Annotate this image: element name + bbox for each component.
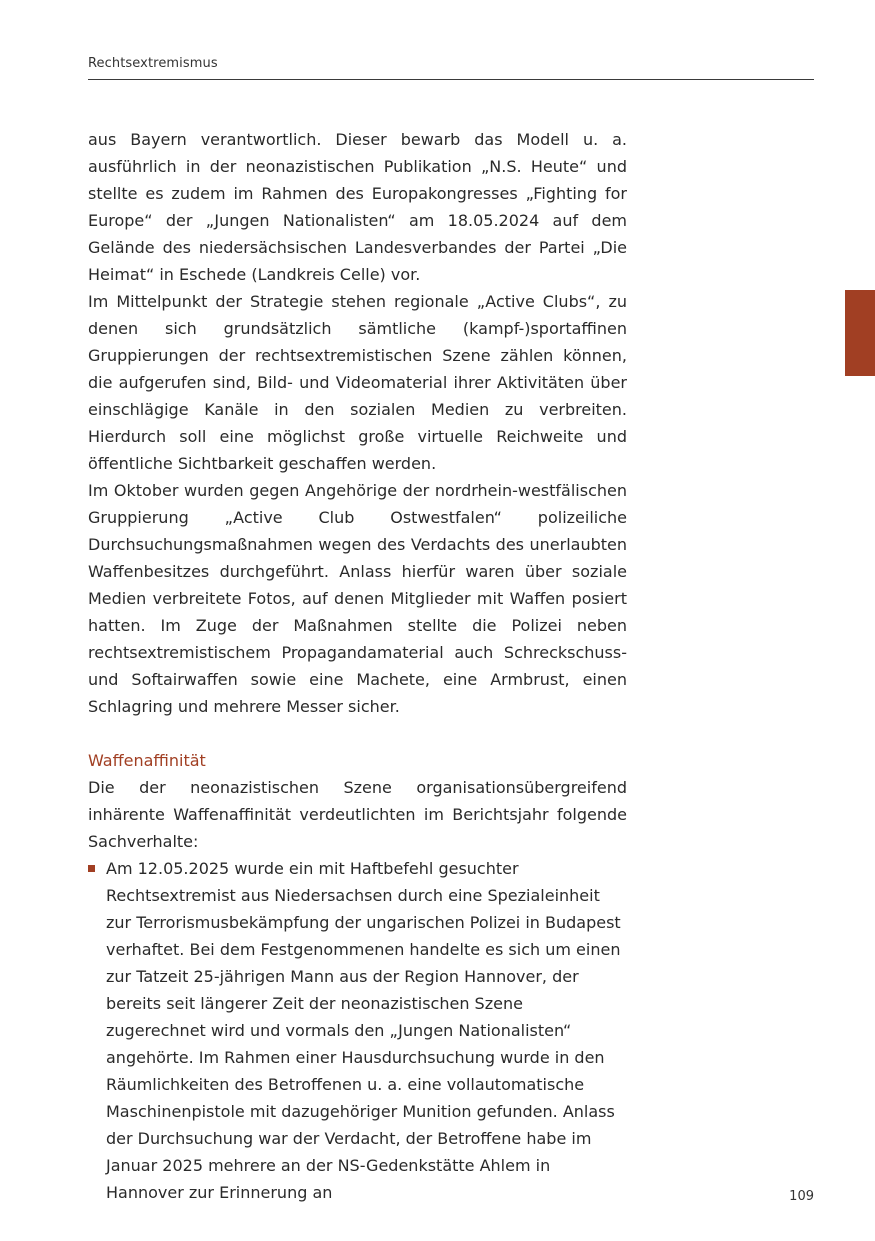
header-rule: [88, 79, 814, 80]
section-spacer: [88, 720, 627, 747]
list-item: [88, 855, 627, 1206]
body-paragraph: Im Mittelpunkt der Strategie stehen regionale „Active Clubs“, zu denen sich grundsätzlich sämtliche (kampf-)sportaffinen Gruppierungen der rechtsextremistischen Szene zählen können, die aufgerufen sind, Bild- und Videomaterial ihrer Aktivitäten über einschlägige Kanäle in den sozialen Medien zu verbreiten. Hierdurch soll eine möglichst große virtuelle Reichweite und öffentliche Sichtbarkeit geschaffen werden.: [88, 292, 627, 473]
page-number: 109: [789, 1189, 814, 1204]
section-intro: Die der neonazistischen Szene organisationsübergreifend inhärente Waffenaffinität verdeutlichten im Berichtsjahr folgende Sachverhalte:: [88, 778, 627, 851]
square-bullet-icon: [88, 865, 95, 872]
list-item-text: Am 12.05.2025 wurde ein mit Haftbefehl gesuchter Rechtsextremist aus Niedersachsen durch eine Spezialeinheit zur Terrorismusbekämpfung der ungarischen Polizei in Budapest verhaftet. Bei dem Festgenommenen handelte es sich um einen zur Tatzeit 25-jährigen Mann aus der Region Hannover, der bereits seit längerer Zeit der neonazistischen Szene zugerechnet wird und vormals den „Jungen Nationalisten“ angehörte. Im Rahmen einer Hausdurchsuchung wurde in den Räumlichkeiten des Betroffenen u. a. eine vollautomatische Maschinenpistole mit dazugehöriger Munition gefunden. Anlass der Durchsuchung war der Verdacht, der Betroffene habe im Januar 2025 mehrere an der NS-Gedenkstätte Ahlem in Hannover zur Erinnerung an: [106, 859, 621, 1202]
bullet-list: [88, 855, 627, 1206]
section-heading: Waffenaffinität: [88, 751, 206, 770]
chapter-tab-marker: [845, 290, 875, 376]
body-paragraph: Im Oktober wurden gegen Angehörige der nordrhein-westfälischen Gruppierung „Active Club Ostwestfalen“ polizeiliche Durchsuchungsmaßnahmen wegen des Verdachts des unerlaubten Waffenbesitzes durchgeführt. Anlass hierfür waren über soziale Medien verbreitete Fotos, auf denen Mitglieder mit Waffen posiert hatten. Im Zuge der Maßnahmen stellte die Polizei neben rechtsextremistischem Propagandamaterial auch Schreckschuss- und Softairwaffen sowie eine Machete, eine Armbrust, einen Schlagring und mehrere Messer sicher.: [88, 481, 627, 716]
body-paragraph: aus Bayern verantwortlich. Dieser bewarb das Modell u. a. ausführlich in der neonazistischen Publikation „N.S. Heute“ und stellte es zudem im Rahmen des Europakongresses „Fighting for Europe“ der „Jungen Nationalisten“ am 18.05.2024 auf dem Gelände des niedersächsischen Landesverbandes der Partei „Die Heimat“ in Eschede (Landkreis Celle) vor.: [88, 130, 627, 284]
running-header: Rechtsextremismus: [88, 56, 218, 71]
main-content: [88, 126, 627, 1206]
